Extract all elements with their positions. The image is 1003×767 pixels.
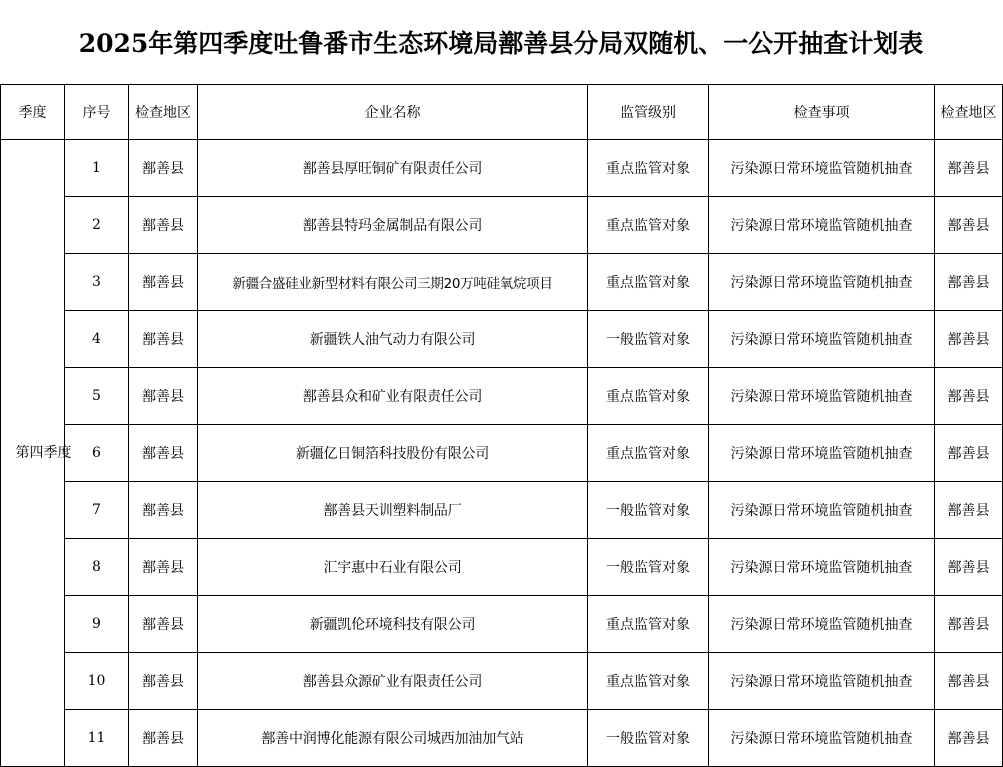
level-cell: 一般监管对象 — [588, 710, 709, 767]
table-header-row — [1, 85, 1003, 140]
level-cell: 一般监管对象 — [588, 311, 709, 368]
item-cell: 污染源日常环境监管随机抽查 — [709, 653, 935, 710]
region-cell: 鄯善县 — [129, 539, 198, 596]
table-row — [1, 653, 1003, 710]
serial-cell: 6 — [65, 425, 129, 482]
level-cell: 一般监管对象 — [588, 539, 709, 596]
table-row — [1, 482, 1003, 539]
region-cell: 鄯善县 — [129, 197, 198, 254]
item-cell: 污染源日常环境监管随机抽查 — [709, 539, 935, 596]
region-cell: 鄯善县 — [129, 140, 198, 197]
item-cell: 污染源日常环境监管随机抽查 — [709, 254, 935, 311]
region-cell: 鄯善县 — [129, 710, 198, 767]
level-cell: 重点监管对象 — [588, 653, 709, 710]
region-2-cell: 鄯善县 — [935, 311, 1003, 368]
region-cell: 鄯善县 — [129, 482, 198, 539]
region-2-cell: 鄯善县 — [935, 368, 1003, 425]
company-cell: 鄯善中润博化能源有限公司城西加油加气站 — [198, 710, 588, 767]
company-cell: 新疆铁人油气动力有限公司 — [198, 311, 588, 368]
level-cell: 重点监管对象 — [588, 254, 709, 311]
table-row — [1, 197, 1003, 254]
table-row — [1, 368, 1003, 425]
level-cell: 重点监管对象 — [588, 368, 709, 425]
region-cell: 鄯善县 — [129, 596, 198, 653]
company-cell: 鄯善县特玛金属制品有限公司 — [198, 197, 588, 254]
inspection-plan-table — [0, 84, 1003, 767]
serial-cell: 5 — [65, 368, 129, 425]
table-row — [1, 254, 1003, 311]
header-region: 检查地区 — [129, 85, 198, 140]
region-2-cell: 鄯善县 — [935, 140, 1003, 197]
header-serial: 序号 — [65, 85, 129, 140]
level-cell: 重点监管对象 — [588, 140, 709, 197]
item-cell: 污染源日常环境监管随机抽查 — [709, 425, 935, 482]
company-cell: 汇宇惠中石业有限公司 — [198, 539, 588, 596]
item-cell: 污染源日常环境监管随机抽查 — [709, 368, 935, 425]
page-title: 2025年第四季度吐鲁番市生态环境局鄯善县分局双随机、一公开抽查计划表 — [78, 29, 924, 58]
level-cell: 一般监管对象 — [588, 482, 709, 539]
serial-cell: 3 — [65, 254, 129, 311]
table-row — [1, 539, 1003, 596]
level-cell: 重点监管对象 — [588, 425, 709, 482]
item-cell: 污染源日常环境监管随机抽查 — [709, 311, 935, 368]
table-row — [1, 140, 1003, 197]
serial-cell: 11 — [65, 710, 129, 767]
region-cell: 鄯善县 — [129, 368, 198, 425]
season-label: 第四季度 — [15, 445, 72, 461]
item-cell: 污染源日常环境监管随机抽查 — [709, 482, 935, 539]
table-row — [1, 596, 1003, 653]
header-company: 企业名称 — [198, 85, 588, 140]
level-cell: 重点监管对象 — [588, 197, 709, 254]
company-cell: 鄯善县众源矿业有限责任公司 — [198, 653, 588, 710]
season-cell — [1, 140, 72, 767]
region-2-cell: 鄯善县 — [935, 425, 1003, 482]
region-cell: 鄯善县 — [129, 311, 198, 368]
region-2-cell: 鄯善县 — [935, 596, 1003, 653]
header-level: 监管级别 — [588, 85, 709, 140]
serial-cell: 10 — [65, 653, 129, 710]
item-cell: 污染源日常环境监管随机抽查 — [709, 197, 935, 254]
table-row — [1, 425, 1003, 482]
serial-cell: 1 — [65, 140, 129, 197]
serial-cell: 7 — [65, 482, 129, 539]
company-cell: 鄯善县厚旺铜矿有限责任公司 — [198, 140, 588, 197]
region-cell: 鄯善县 — [129, 425, 198, 482]
region-2-cell: 鄯善县 — [935, 197, 1003, 254]
region-2-cell: 鄯善县 — [935, 653, 1003, 710]
region-2-cell: 鄯善县 — [935, 710, 1003, 767]
company-cell: 鄯善县众和矿业有限责任公司 — [198, 368, 588, 425]
region-2-cell: 鄯善县 — [935, 254, 1003, 311]
level-cell: 重点监管对象 — [588, 596, 709, 653]
header-region-2: 检查地区 — [935, 85, 1003, 140]
company-cell: 新疆凯伦环境科技有限公司 — [198, 596, 588, 653]
header-season: 季度 — [1, 85, 65, 140]
table-row — [1, 311, 1003, 368]
item-cell: 污染源日常环境监管随机抽查 — [709, 710, 935, 767]
serial-cell: 4 — [65, 311, 129, 368]
region-cell: 鄯善县 — [129, 653, 198, 710]
header-item: 检查事项 — [709, 85, 935, 140]
company-cell: 鄯善县天训塑料制品厂 — [198, 482, 588, 539]
company-cell: 新疆亿日铜箔科技股份有限公司 — [198, 425, 588, 482]
region-2-cell: 鄯善县 — [935, 539, 1003, 596]
region-2-cell: 鄯善县 — [935, 482, 1003, 539]
company-cell: 新疆合盛硅业新型材料有限公司三期20万吨硅氧烷项目 — [198, 254, 588, 311]
region-cell: 鄯善县 — [129, 254, 198, 311]
serial-cell: 9 — [65, 596, 129, 653]
serial-cell: 8 — [65, 539, 129, 596]
item-cell: 污染源日常环境监管随机抽查 — [709, 596, 935, 653]
item-cell: 污染源日常环境监管随机抽查 — [709, 140, 935, 197]
table-row — [1, 710, 1003, 767]
serial-cell: 2 — [65, 197, 129, 254]
